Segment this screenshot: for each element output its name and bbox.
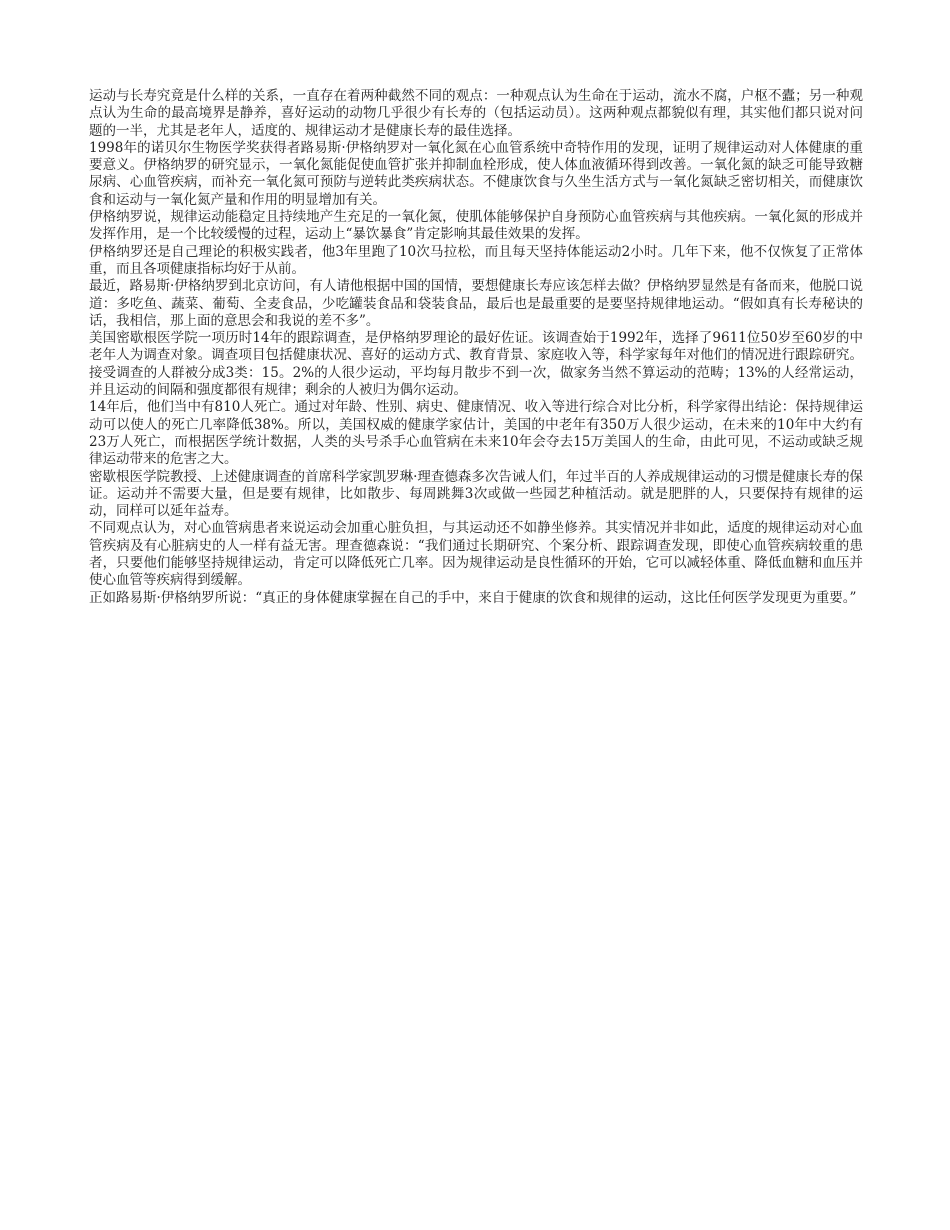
paragraph: 密歇根医学院教授、上述健康调查的首席科学家凯罗琳·理查德森多次告诫人们，年过半百的人养成规律运动的习惯是健康长寿的保证。运动并不需要大量，但是要有规律，比如散步、每周跳舞3次或做一些园艺种植活动。就是肥胖的人，只要保持有规律的运动，同样可以延年益寿。 <box>89 468 863 520</box>
paragraph: 运动与长寿究竟是什么样的关系，一直存在着两种截然不同的观点：一种观点认为生命在于运动，流水不腐，户枢不蠹；另一种观点认为生命的最高境界是静养，喜好运动的动物几乎很少有长寿的（包括运动员）。这两种观点都貌似有理，其实他们都只说对问题的一半，尤其是老年人，适度的、规律运动才是健康长寿的最佳选择。 <box>89 88 863 139</box>
paragraph: 美国密歇根医学院一项历时14年的跟踪调查，是伊格纳罗理论的最好佐证。该调查始于1992年，选择了9611位50岁至60岁的中老年人为调查对象。调查项目包括健康状况、喜好的运动方式、教育背景、家庭收入等，科学家每年对他们的情况进行跟踪研究。接受调查的人群被分成3类：15。2%的人很少运动，平均每月散步不到一次，做家务当然不算运动的范畴；13%的人经常运动，并且运动的间隔和强度都很有规律；剩余的人被归为偶尔运动。 <box>89 330 863 399</box>
paragraph: 14年后，他们当中有810人死亡。通过对年龄、性别、病史、健康情况、收入等进行综合对比分析，科学家得出结论：保持规律运动可以使人的死亡几率降低38%。所以，美国权威的健康学家估计，美国的中老年有350万人很少运动，在未来的10年中大约有23万人死亡，而根据医学统计数据，人类的头号杀手心血管病在未来10年会夺去15万美国人的生命，由此可见，不运动或缺乏规律运动带来的危害之大。 <box>89 399 863 468</box>
paragraph: 伊格纳罗说，规律运动能稳定且持续地产生充足的一氧化氮，使肌体能够保护自身预防心血管疾病与其他疾病。一氧化氮的形成并发挥作用，是一个比较缓慢的过程，运动上“暴饮暴食”肯定影响其最佳效果的发挥。 <box>89 209 863 243</box>
article-body <box>89 88 863 607</box>
paragraph: 伊格纳罗还是自己理论的积极实践者，他3年里跑了10次马拉松，而且每天坚持体能运动2小时。几年下来，他不仅恢复了正常体重，而且各项健康指标均好于从前。 <box>89 243 863 277</box>
paragraph: 最近，路易斯·伊格纳罗到北京访问，有人请他根据中国的国情，要想健康长寿应该怎样去做？伊格纳罗显然是有备而来，他脱口说道：多吃鱼、蔬菜、葡萄、全麦食品，少吃罐装食品和袋装食品，最后也是最重要的是要坚持规律地运动。“假如真有长寿秘诀的话，我相信，那上面的意思会和我说的差不多”。 <box>89 278 863 329</box>
paragraph: 1998年的诺贝尔生物医学奖获得者路易斯·伊格纳罗对一氧化氮在心血管系统中奇特作用的发现，证明了规律运动对人体健康的重要意义。伊格纳罗的研究显示，一氧化氮能促使血管扩张并抑制血栓形成，使人体血液循环得到改善。一氧化氮的缺乏可能导致糖尿病、心血管疾病，而补充一氧化氮可预防与逆转此类疾病状态。不健康饮食与久坐生活方式与一氧化氮缺乏密切相关，而健康饮食和运动与一氧化氮产量和作用的明显增加有关。 <box>89 139 863 208</box>
paragraph: 正如路易斯·伊格纳罗所说：“真正的身体健康掌握在自己的手中，来自于健康的饮食和规律的运动，这比任何医学发现更为重要。” <box>89 589 857 606</box>
paragraph: 不同观点认为，对心血管病患者来说运动会加重心脏负担，与其运动还不如静坐修养。其实情况并非如此，适度的规律运动对心血管疾病及有心脏病史的人一样有益无害。理查德森说：“我们通过长期研究、个案分析、跟踪调查发现，即使心血管疾病较重的患者，只要他们能够坚持规律运动，肯定可以降低死亡几率。因为规律运动是良性循环的开始，它可以减轻体重、降低血糖和血压并使心血管等疾病得到缓解。 <box>89 520 863 589</box>
